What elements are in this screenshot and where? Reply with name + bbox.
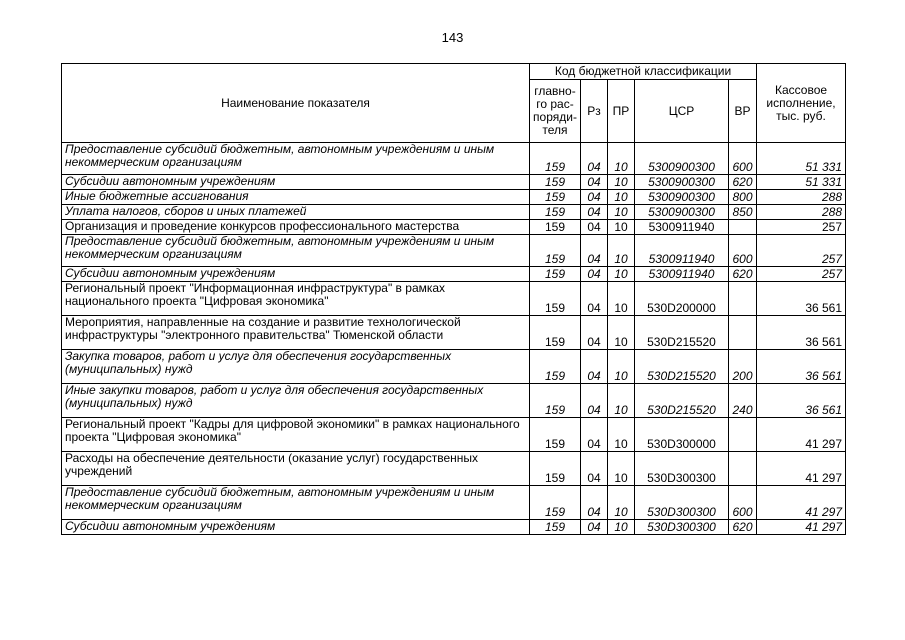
row-amount: 36 561 xyxy=(757,282,846,316)
row-vr: 620 xyxy=(729,267,757,282)
row-chief-manager: 159 xyxy=(530,418,581,452)
row-rz: 04 xyxy=(581,418,608,452)
table-row xyxy=(62,452,846,486)
page-number: 143 xyxy=(441,30,464,45)
row-rz: 04 xyxy=(581,190,608,205)
row-vr: 800 xyxy=(729,190,757,205)
row-chief-manager: 159 xyxy=(530,235,581,267)
row-rz: 04 xyxy=(581,267,608,282)
row-vr xyxy=(729,418,757,452)
row-pr: 10 xyxy=(608,316,635,350)
row-name: Уплата налогов, сборов и иных платежей xyxy=(62,205,530,220)
row-rz: 04 xyxy=(581,486,608,520)
header-chief-manager: главно-го рас-поряди-теля xyxy=(530,80,581,143)
table-row xyxy=(62,190,846,205)
row-csr: 530D300300 xyxy=(635,486,729,520)
row-name: Иные бюджетные ассигнования xyxy=(62,190,530,205)
table-row xyxy=(62,267,846,282)
table-row xyxy=(62,205,846,220)
row-name: Предоставление субсидий бюджетным, автономным учреждениям и иным некоммерческим организациям xyxy=(62,143,530,175)
row-vr: 240 xyxy=(729,384,757,418)
row-chief-manager: 159 xyxy=(530,452,581,486)
row-vr xyxy=(729,220,757,235)
row-pr: 10 xyxy=(608,267,635,282)
row-name: Закупка товаров, работ и услуг для обеспечения государственных (муниципальных) нужд xyxy=(62,350,530,384)
row-name: Иные закупки товаров, работ и услуг для обеспечения государственных (муниципальных) нужд xyxy=(62,384,530,418)
row-rz: 04 xyxy=(581,520,608,535)
row-csr: 530D200000 xyxy=(635,282,729,316)
row-amount: 288 xyxy=(757,205,846,220)
row-rz: 04 xyxy=(581,205,608,220)
table-row xyxy=(62,384,846,418)
row-name: Региональный проект "Информационная инфраструктура" в рамках национального проекта "Цифровая экономика" xyxy=(62,282,530,316)
row-pr: 10 xyxy=(608,220,635,235)
row-amount: 41 297 xyxy=(757,418,846,452)
table-row xyxy=(62,350,846,384)
row-chief-manager: 159 xyxy=(530,384,581,418)
row-name: Субсидии автономным учреждениям xyxy=(62,520,530,535)
row-vr xyxy=(729,452,757,486)
header-indicator-name: Наименование показателя xyxy=(62,64,530,143)
row-csr: 530D300300 xyxy=(635,520,729,535)
row-chief-manager: 159 xyxy=(530,175,581,190)
row-rz: 04 xyxy=(581,452,608,486)
header-cash-execution: Кассовое исполнение, тыс. руб. xyxy=(757,64,846,143)
row-vr: 200 xyxy=(729,350,757,384)
row-chief-manager: 159 xyxy=(530,350,581,384)
row-rz: 04 xyxy=(581,282,608,316)
row-csr: 5300900300 xyxy=(635,205,729,220)
row-pr: 10 xyxy=(608,143,635,175)
row-amount: 288 xyxy=(757,190,846,205)
row-pr: 10 xyxy=(608,384,635,418)
row-chief-manager: 159 xyxy=(530,190,581,205)
header-rz: Рз xyxy=(581,80,608,143)
row-chief-manager: 159 xyxy=(530,205,581,220)
row-vr: 600 xyxy=(729,486,757,520)
row-amount: 257 xyxy=(757,235,846,267)
row-name: Региональный проект "Кадры для цифровой экономики" в рамках национального проекта "Цифровая экономика" xyxy=(62,418,530,452)
table-row xyxy=(62,418,846,452)
row-csr: 530D300300 xyxy=(635,452,729,486)
row-vr: 850 xyxy=(729,205,757,220)
row-vr: 600 xyxy=(729,235,757,267)
row-vr xyxy=(729,282,757,316)
table-row xyxy=(62,486,846,520)
table-row xyxy=(62,282,846,316)
row-chief-manager: 159 xyxy=(530,520,581,535)
row-name: Организация и проведение конкурсов профессионального мастерства xyxy=(62,220,530,235)
header-code-group: Код бюджетной классификации xyxy=(530,64,757,80)
table-row xyxy=(62,220,846,235)
row-chief-manager: 159 xyxy=(530,486,581,520)
row-chief-manager: 159 xyxy=(530,267,581,282)
row-amount: 41 297 xyxy=(757,452,846,486)
row-rz: 04 xyxy=(581,316,608,350)
table-row xyxy=(62,520,846,535)
row-rz: 04 xyxy=(581,143,608,175)
row-amount: 51 331 xyxy=(757,143,846,175)
row-vr xyxy=(729,316,757,350)
header-pr: ПР xyxy=(608,80,635,143)
row-rz: 04 xyxy=(581,220,608,235)
row-csr: 530D215520 xyxy=(635,384,729,418)
table-row xyxy=(62,143,846,175)
row-pr: 10 xyxy=(608,175,635,190)
table-row xyxy=(62,175,846,190)
row-vr: 620 xyxy=(729,175,757,190)
row-pr: 10 xyxy=(608,235,635,267)
row-csr: 530D215520 xyxy=(635,316,729,350)
row-amount: 257 xyxy=(757,267,846,282)
row-amount: 41 297 xyxy=(757,520,846,535)
row-csr: 5300911940 xyxy=(635,235,729,267)
row-rz: 04 xyxy=(581,350,608,384)
row-rz: 04 xyxy=(581,235,608,267)
row-amount: 36 561 xyxy=(757,316,846,350)
row-vr: 600 xyxy=(729,143,757,175)
row-csr: 5300900300 xyxy=(635,190,729,205)
table-row xyxy=(62,316,846,350)
row-pr: 10 xyxy=(608,520,635,535)
row-amount: 257 xyxy=(757,220,846,235)
row-amount: 41 297 xyxy=(757,486,846,520)
row-name: Субсидии автономным учреждениям xyxy=(62,267,530,282)
row-vr: 620 xyxy=(729,520,757,535)
row-name: Мероприятия, направленные на создание и развитие технологической инфраструктуры "электронного правительства" Тюменской области xyxy=(62,316,530,350)
row-csr: 5300911940 xyxy=(635,267,729,282)
row-name: Предоставление субсидий бюджетным, автономным учреждениям и иным некоммерческим организациям xyxy=(62,486,530,520)
row-amount: 36 561 xyxy=(757,384,846,418)
row-csr: 530D300000 xyxy=(635,418,729,452)
table-row xyxy=(62,235,846,267)
row-pr: 10 xyxy=(608,282,635,316)
row-csr: 5300911940 xyxy=(635,220,729,235)
row-pr: 10 xyxy=(608,418,635,452)
row-rz: 04 xyxy=(581,175,608,190)
header-csr: ЦСР xyxy=(635,80,729,143)
row-chief-manager: 159 xyxy=(530,282,581,316)
row-csr: 5300900300 xyxy=(635,143,729,175)
row-csr: 530D215520 xyxy=(635,350,729,384)
row-chief-manager: 159 xyxy=(530,143,581,175)
header-vr: ВР xyxy=(729,80,757,143)
row-amount: 51 331 xyxy=(757,175,846,190)
row-chief-manager: 159 xyxy=(530,316,581,350)
row-pr: 10 xyxy=(608,452,635,486)
row-name: Предоставление субсидий бюджетным, автономным учреждениям и иным некоммерческим организациям xyxy=(62,235,530,267)
row-chief-manager: 159 xyxy=(530,220,581,235)
budget-execution-table xyxy=(61,63,846,535)
row-rz: 04 xyxy=(581,384,608,418)
row-pr: 10 xyxy=(608,190,635,205)
row-pr: 10 xyxy=(608,205,635,220)
row-name: Расходы на обеспечение деятельности (оказание услуг) государственных учреждений xyxy=(62,452,530,486)
row-amount: 36 561 xyxy=(757,350,846,384)
row-pr: 10 xyxy=(608,486,635,520)
row-pr: 10 xyxy=(608,350,635,384)
row-name: Субсидии автономным учреждениям xyxy=(62,175,530,190)
row-csr: 5300900300 xyxy=(635,175,729,190)
